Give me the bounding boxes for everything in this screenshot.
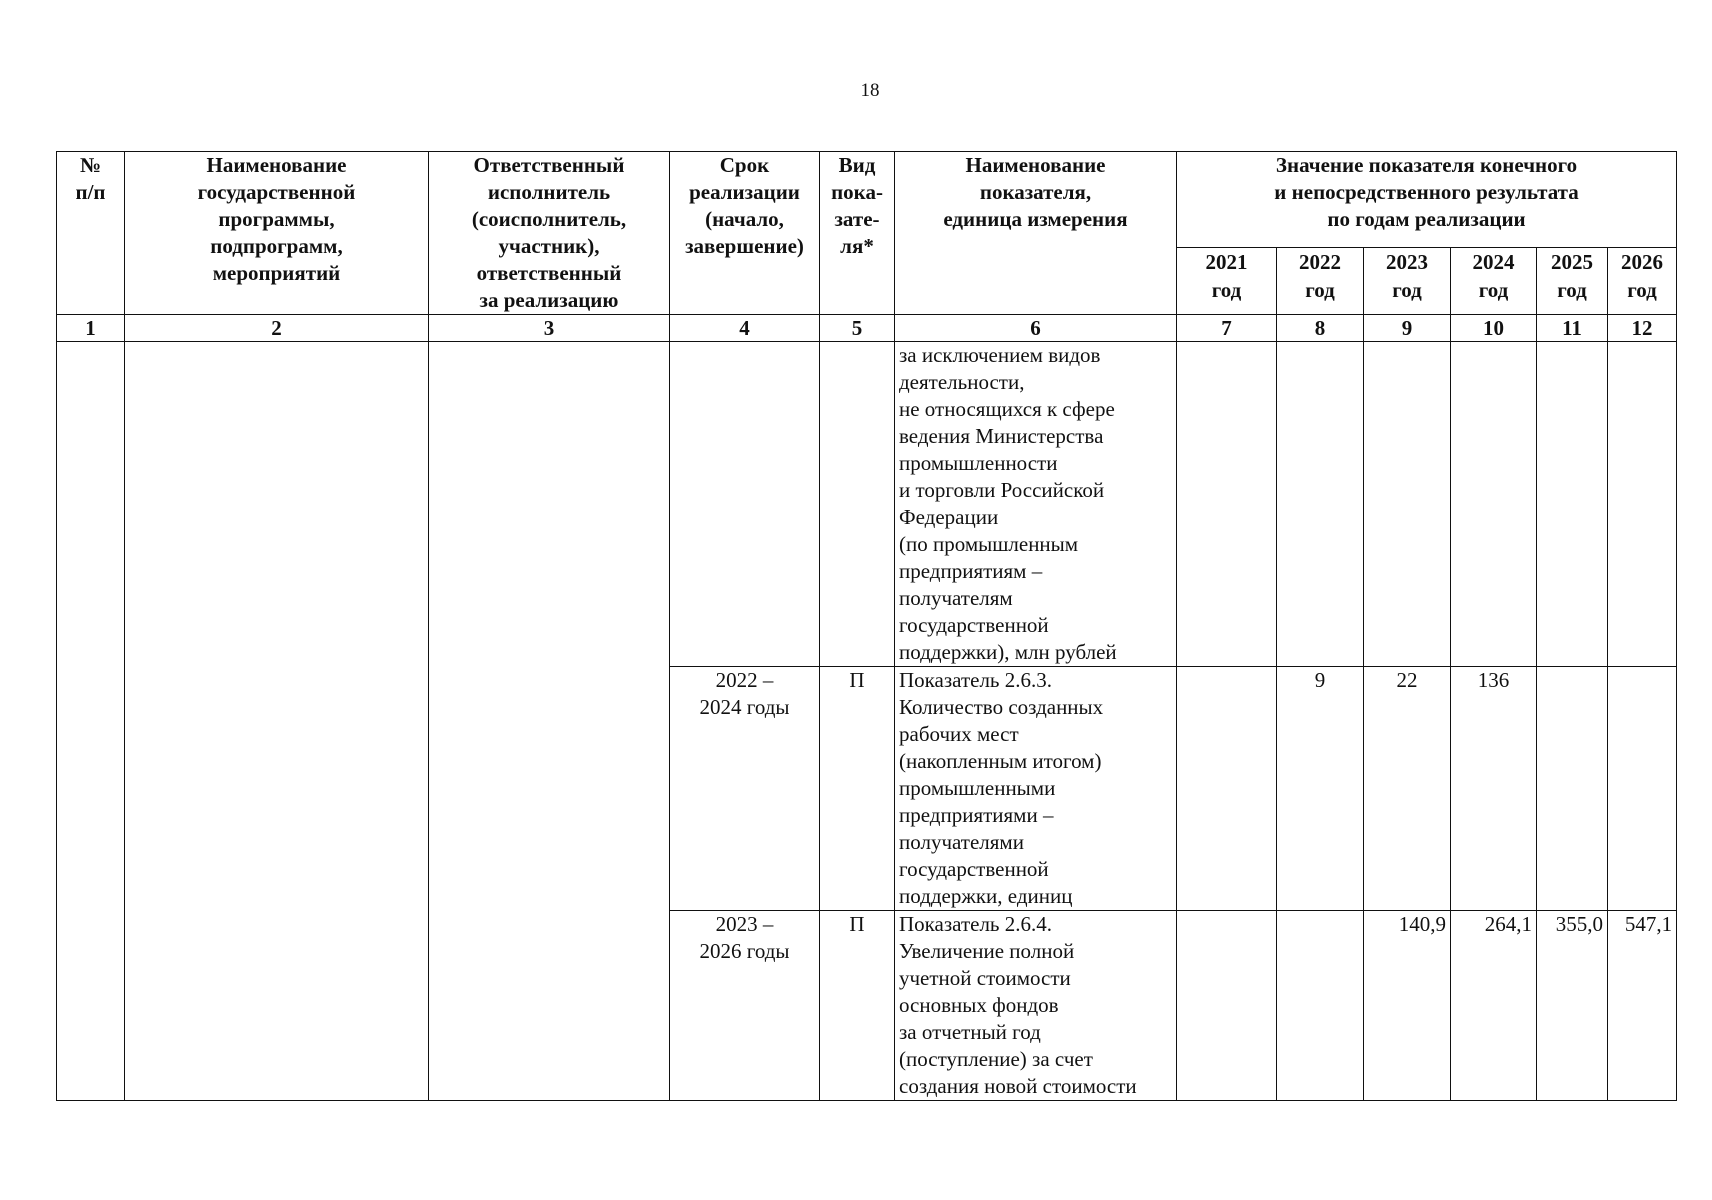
header-responsible: Ответственный исполнитель (соисполнитель, участник), ответственный за реализацию xyxy=(429,152,670,315)
cell-value-2024 xyxy=(1451,342,1537,667)
cell-value-2026 xyxy=(1608,667,1677,911)
cell-value-2024: 264,1 xyxy=(1451,911,1537,1101)
header-term: Срок реализации (начало, завершение) xyxy=(670,152,820,315)
cell-number xyxy=(57,342,125,1101)
column-number: 12 xyxy=(1608,315,1677,342)
cell-indicator-name: Показатель 2.6.3. Количество созданных рабочих мест (накопленным итогом) промышленными предприятиями – получателями государственной поддержки, единиц xyxy=(895,667,1177,911)
table-row xyxy=(57,342,1677,667)
header-year-2021: 2021 год xyxy=(1177,248,1277,315)
column-number: 1 xyxy=(57,315,125,342)
header-indicator-type: Вид пока- зате- ля* xyxy=(820,152,895,315)
column-number: 4 xyxy=(670,315,820,342)
column-number: 8 xyxy=(1277,315,1364,342)
column-number: 2 xyxy=(125,315,429,342)
column-number: 6 xyxy=(895,315,1177,342)
cell-indicator-type xyxy=(820,342,895,667)
column-number: 7 xyxy=(1177,315,1277,342)
cell-value-2025 xyxy=(1537,342,1608,667)
header-row-top xyxy=(57,152,1677,248)
header-indicator-name: Наименование показателя, единица измерения xyxy=(895,152,1177,315)
cell-value-2026 xyxy=(1608,342,1677,667)
cell-value-2021 xyxy=(1177,342,1277,667)
column-number: 11 xyxy=(1537,315,1608,342)
header-program-name: Наименование государственной программы, подпрограмм, мероприятий xyxy=(125,152,429,315)
cell-value-2023: 140,9 xyxy=(1364,911,1451,1101)
indicators-table xyxy=(56,151,1677,1101)
cell-value-2023: 22 xyxy=(1364,667,1451,911)
cell-indicator-name: Показатель 2.6.4. Увеличение полной учетной стоимости основных фондов за отчетный год (поступление) за счет создания новой стоимости xyxy=(895,911,1177,1101)
cell-indicator-name: за исключением видов деятельности, не относящихся к сфере ведения Министерства промышленности и торговли Российской Федерации (по промышленным предприятиям – получателям государственной поддержки), млн рублей xyxy=(895,342,1177,667)
header-values-group: Значение показателя конечного и непосредственного результата по годам реализации xyxy=(1177,152,1677,248)
cell-program-name xyxy=(125,342,429,1101)
cell-value-2022 xyxy=(1277,342,1364,667)
cell-value-2021 xyxy=(1177,911,1277,1101)
cell-value-2026: 547,1 xyxy=(1608,911,1677,1101)
header-year-2023: 2023 год xyxy=(1364,248,1451,315)
cell-value-2025 xyxy=(1537,667,1608,911)
cell-value-2022 xyxy=(1277,911,1364,1101)
cell-responsible xyxy=(429,342,670,1101)
header-year-2022: 2022 год xyxy=(1277,248,1364,315)
cell-value-2022: 9 xyxy=(1277,667,1364,911)
cell-term: 2022 – 2024 годы xyxy=(670,667,820,911)
column-number-row xyxy=(57,315,1677,342)
cell-indicator-type: П xyxy=(820,667,895,911)
cell-value-2023 xyxy=(1364,342,1451,667)
cell-term: 2023 – 2026 годы xyxy=(670,911,820,1101)
column-number: 3 xyxy=(429,315,670,342)
cell-value-2025: 355,0 xyxy=(1537,911,1608,1101)
header-year-2026: 2026 год xyxy=(1608,248,1677,315)
header-number: № п/п xyxy=(57,152,125,315)
column-number: 9 xyxy=(1364,315,1451,342)
header-year-2025: 2025 год xyxy=(1537,248,1608,315)
column-number: 5 xyxy=(820,315,895,342)
cell-value-2024: 136 xyxy=(1451,667,1537,911)
page-number: 18 xyxy=(860,80,880,101)
column-number: 10 xyxy=(1451,315,1537,342)
header-year-2024: 2024 год xyxy=(1451,248,1537,315)
cell-value-2021 xyxy=(1177,667,1277,911)
cell-term xyxy=(670,342,820,667)
cell-indicator-type: П xyxy=(820,911,895,1101)
